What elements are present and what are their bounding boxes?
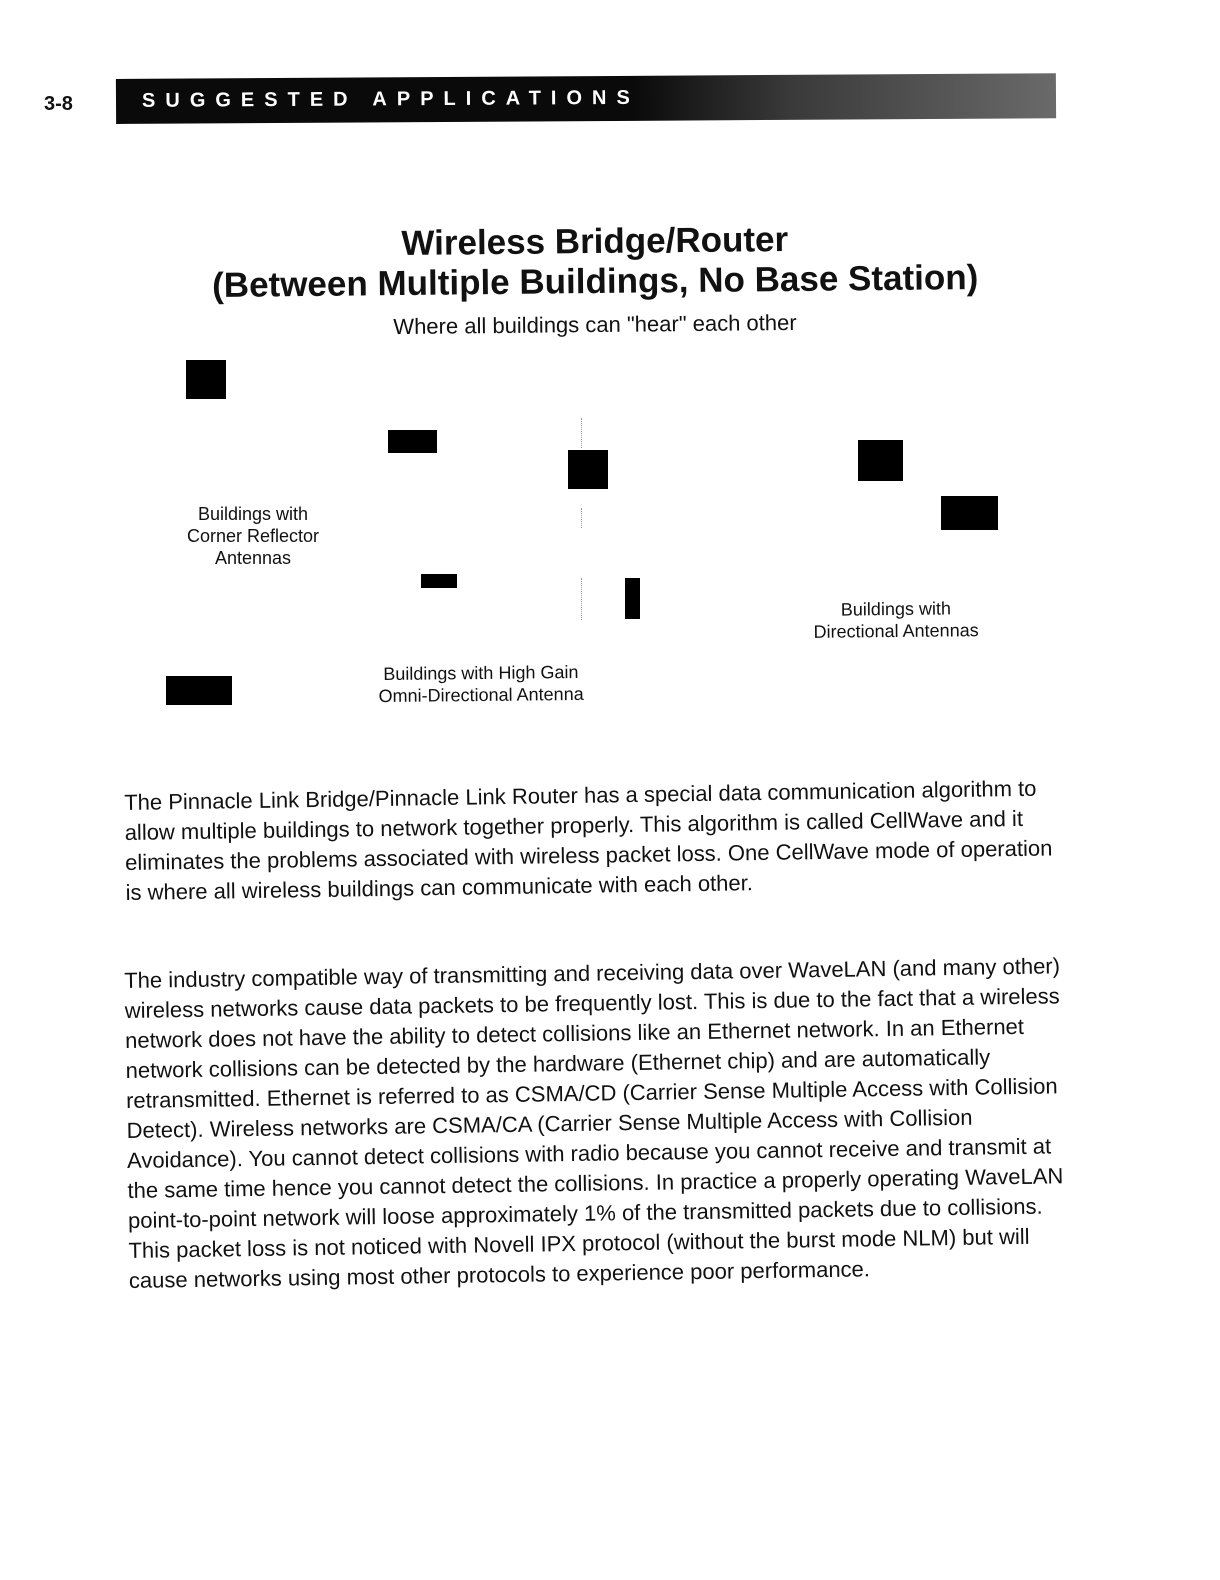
diagram-subtitle: Where all buildings can "hear" each other <box>393 309 797 340</box>
label-corner-line3: Antennas <box>214 548 292 568</box>
building-block-center-small <box>421 574 457 588</box>
label-omni-line2: Omni-Directional Antenna <box>378 683 584 707</box>
body-paragraph-2: The industry compatible way of transmitting and receiving data over WaveLAN (and many other) wireless networks cause data packets to be frequently lost. This is due to the fact that a wireless network does not have the ability to detect collisions like an Ethernet network. In an Ethernet network collisions can be detected by the hardware (Ethernet chip) and are automatically retransmitted. Ethernet is referred to as CSMA/CD (Carrier Sense Multiple Access with Collision Detect). Wireless networks are CSMA/CA (Carrier Sense Multiple Access with Collision Avoidance). You cannot detect collisions with radio because you cannot receive and transmit at the same time hence you cannot detect the collisions. In practice a properly operating WaveLAN point-to-point network will loose approximately 1% of the transmitted packets due to collisions. This packet loss is not noticed with Novell IPX protocol (without the burst mode NLM) but will cause networks using most other protocols to experience poor performance. <box>124 953 1064 1293</box>
building-block-left-bottom <box>166 676 232 705</box>
section-title: SUGGESTED APPLICATIONS <box>141 86 640 112</box>
section-header-bar <box>116 73 1056 124</box>
building-block-center-tall <box>625 578 640 619</box>
diagram-title-line2: (Between Multiple Buildings, No Base Station) <box>211 257 979 306</box>
label-corner-line1: Buildings with <box>197 504 309 524</box>
label-directional-line2: Directional Antennas <box>813 620 979 642</box>
label-corner-line2: Corner Reflector <box>186 526 320 546</box>
building-block-right-top <box>858 440 903 481</box>
label-directional <box>786 597 1006 643</box>
label-corner-reflector <box>150 503 356 569</box>
dotted-line-middle <box>581 508 582 528</box>
label-directional-line1: Buildings with <box>840 598 952 620</box>
page-number: 3-8 <box>44 93 73 115</box>
label-omni-line1: Buildings with High Gain <box>383 661 579 685</box>
label-omni-directional <box>346 661 616 708</box>
body-paragraph-1: The Pinnacle Link Bridge/Pinnacle Link Router has a special data communication algorithm to allow multiple buildings to network together properly. This algorithm is called CellWave and it eliminates the problems associated with wireless packet loss. One CellWave mode of operation is where all wireless buildings can communicate with each other. <box>124 775 1053 905</box>
diagram-title <box>150 217 1041 306</box>
building-block-center-top <box>388 430 437 453</box>
dotted-line-lower <box>581 578 582 620</box>
building-block-left-top <box>186 360 226 399</box>
building-block-right-mid <box>941 496 998 530</box>
building-block-center-mid <box>568 450 608 489</box>
dotted-line-upper <box>581 418 582 448</box>
diagram-title-line1: Wireless Bridge/Router <box>401 219 789 264</box>
